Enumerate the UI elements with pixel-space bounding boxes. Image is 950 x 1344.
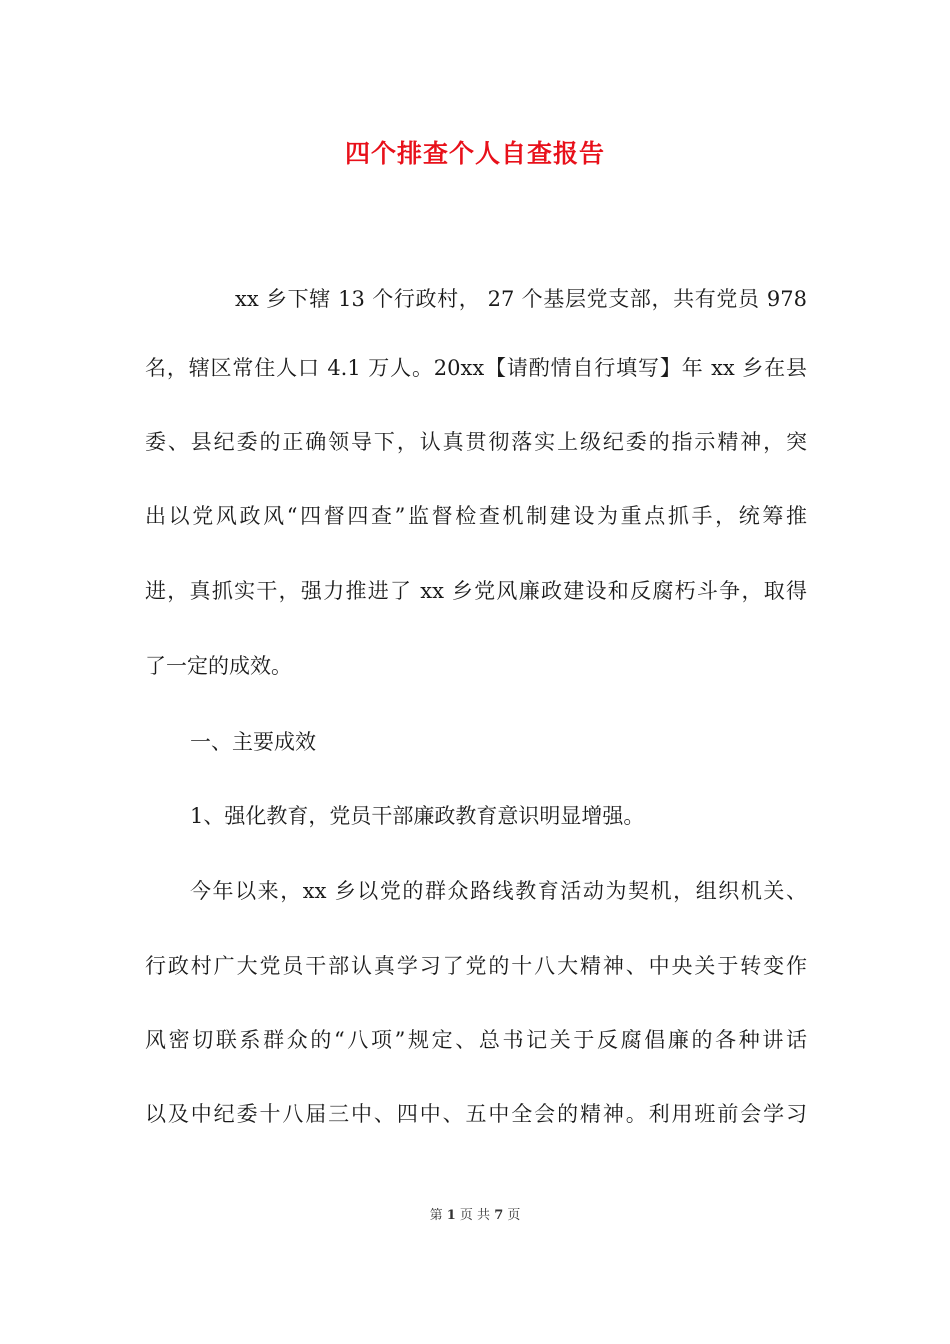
text-line: 进，真抓实干，强力推进了 xx 乡党风廉政建设和反腐朽斗争，取得 (145, 579, 807, 603)
footer-prefix: 第 (429, 1208, 443, 1223)
sub-heading: 1、强化教育，党员干部廉政教育意识明显增强。 (190, 804, 645, 828)
footer-suffix: 页 (507, 1208, 521, 1223)
footer-middle: 页 共 (459, 1208, 491, 1223)
text-line: 名，辖区常住人口 4.1 万人。20xx【请酌情自行填写】年 xx 乡在县 (145, 356, 807, 380)
current-page-number: 1 (446, 1208, 456, 1223)
text-line: 行政村广大党员干部认真学习了党的十八大精神、中央关于转变作 (145, 954, 807, 978)
section-heading: 一、主要成效 (190, 730, 316, 754)
page-number-footer (0, 1207, 950, 1225)
text-line: 了一定的成效。 (145, 654, 292, 678)
text-line: 今年以来，xx 乡以党的群众路线教育活动为契机，组织机关、 (190, 879, 807, 903)
text-line: xx 乡下辖 13 个行政村， 27 个基层党支部，共有党员 978 (235, 287, 807, 311)
text-line: 委、县纪委的正确领导下，认真贯彻落实上级纪委的指示精神，突 (145, 430, 807, 454)
document-title: 四个排查个人自查报告 (344, 139, 605, 168)
text-line: 出以党风政风“四督四查”监督检查机制建设为重点抓手，统筹推 (145, 504, 807, 528)
total-page-count: 7 (494, 1208, 504, 1223)
text-line: 以及中纪委十八届三中、四中、五中全会的精神。利用班前会学习 (145, 1102, 807, 1126)
text-line: 风密切联系群众的“八项”规定、总书记关于反腐倡廉的各种讲话 (145, 1028, 807, 1052)
